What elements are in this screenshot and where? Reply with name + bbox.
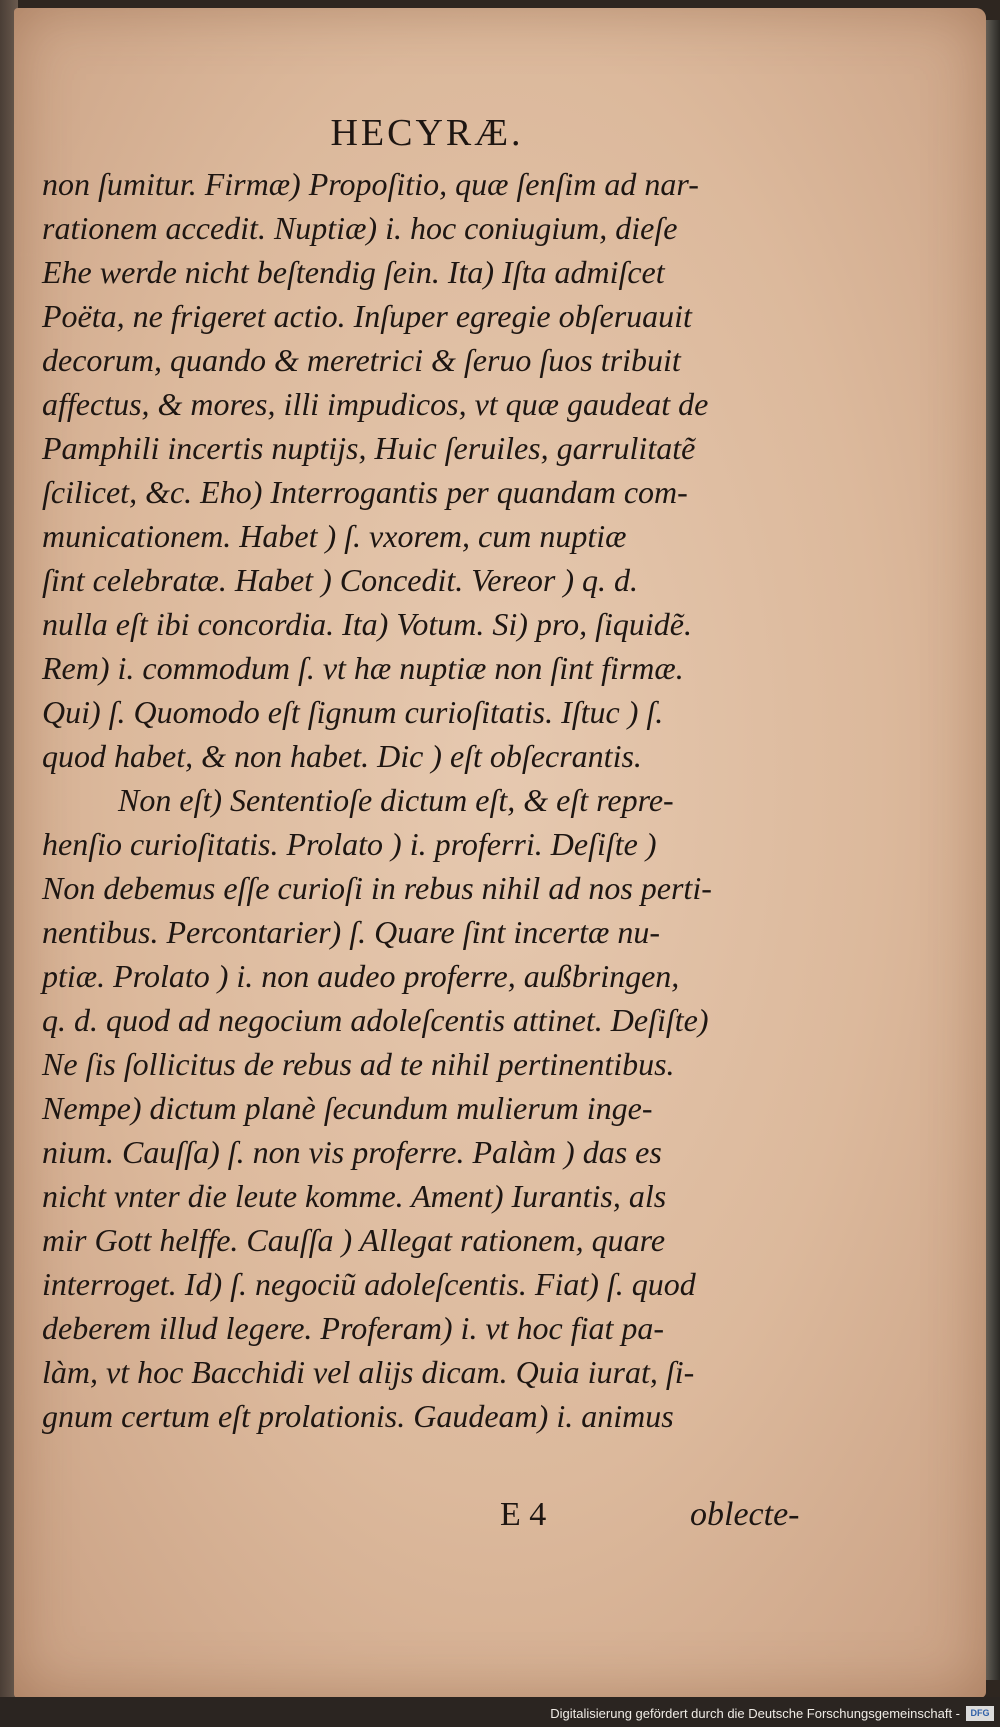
text-line: Rem) i. commodum ſ. vt hæ nuptiæ non ſint firmæ. (42, 650, 684, 686)
footer-credit: Digitalisierung gefördert durch die Deutsche Forschungsgemeinschaft - (550, 1706, 960, 1721)
text-line: non ſumitur. Firmæ) Propoſitio, quæ ſenſim ad nar- (42, 166, 699, 202)
text-line: ſcilicet, &c. Eho) Interrogantis per quandam com- (42, 474, 688, 510)
text-line: decorum, quando & meretrici & ſeruo ſuos tribuit (42, 342, 681, 378)
text-line: q. d. quod ad negocium adoleſcentis attinet. Deſiſte) (42, 1002, 709, 1038)
text-line: Qui) ſ. Quomodo eſt ſignum curioſitatis. Iſtuc ) ſ. (42, 694, 664, 730)
text-line: nentibus. Percontarier) ſ. Quare ſint incertæ nu- (42, 914, 660, 950)
dfg-logo: DFG (966, 1706, 994, 1721)
text-lines (42, 162, 812, 1438)
text-line: Ne ſis ſollicitus de rebus ad te nihil pertinentibus. (42, 1046, 675, 1082)
text-line: Ehe werde nicht beſtendig ſein. Ita) Iſta admiſcet (42, 254, 665, 290)
text-line: gnum certum eſt prolationis. Gaudeam) i. animus (42, 1398, 674, 1434)
signature-mark: E 4 (500, 1496, 547, 1533)
running-head: HECYRÆ. (330, 112, 524, 154)
text-line: quod habet, & non habet. Dic ) eſt obſecrantis. (42, 738, 642, 774)
text-line: rationem accedit. Nuptiæ) i. hoc coniugium, dieſe (42, 210, 678, 246)
text-line: Pamphili incertis nuptijs, Huic ſeruiles, garrulitatẽ (42, 430, 696, 466)
text-line: henſio curioſitatis. Prolato ) i. proferri. Deſiſte ) (42, 826, 657, 862)
footer-bar (0, 1697, 1000, 1727)
text-line: Poëta, ne frigeret actio. Inſuper egregie obſeruauit (42, 298, 692, 334)
text-line: interroget. Id) ſ. negociũ adoleſcentis. Fiat) ſ. quod (42, 1266, 696, 1302)
text-line: deberem illud legere. Proferam) i. vt hoc fiat pa- (42, 1310, 665, 1346)
text-block (42, 110, 812, 1438)
text-line: Non debemus eſſe curioſi in rebus nihil ad nos perti- (42, 870, 712, 906)
text-line: affectus, & mores, illi impudicos, vt quæ gaudeat de (42, 386, 709, 422)
text-line: Non eſt) Sententioſe dictum eſt, & eſt repre- (118, 782, 674, 818)
text-line: nicht vnter die leute komme. Ament) Iurantis, als (42, 1178, 667, 1214)
text-line: mir Gott helffe. Cauſſa ) Allegat rationem, quare (42, 1222, 666, 1258)
text-line: municationem. Habet ) ſ. vxorem, cum nuptiæ (42, 518, 627, 554)
text-line: ſint celebratæ. Habet ) Concedit. Vereor ) q. d. (42, 562, 639, 598)
text-line: ptiæ. Prolato ) i. non audeo proferre, außbringen, (42, 958, 680, 994)
text-line: nium. Cauſſa) ſ. non vis proferre. Palàm ) das es (42, 1134, 662, 1170)
catchword: oblecte- (690, 1496, 800, 1533)
text-line: Nempe) dictum planè ſecundum mulierum inge- (42, 1090, 653, 1126)
text-line: làm, vt hoc Bacchidi vel alijs dicam. Quia iurat, ſi- (42, 1354, 695, 1390)
text-line: nulla eſt ibi concordia. Ita) Votum. Si) pro, ſiquidẽ. (42, 606, 692, 642)
